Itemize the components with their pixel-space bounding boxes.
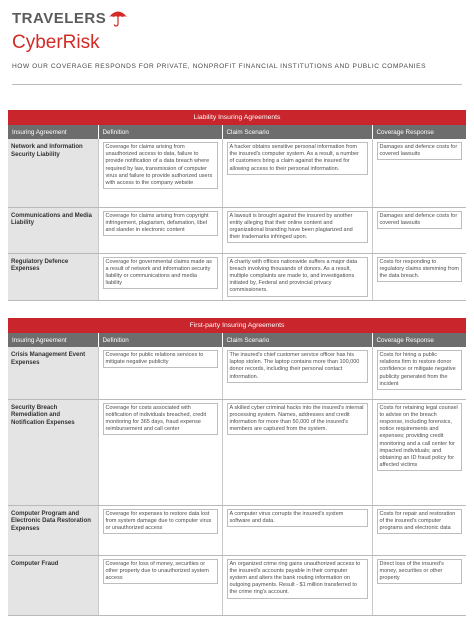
response-cell: Costs for hiring a public relations firm to restore donor confidence or mitigate negative publicity generated from the incident xyxy=(377,350,463,390)
response-cell: Damages and defence costs for covered lawsuits xyxy=(377,211,463,229)
column-header-definition: Definition xyxy=(98,125,222,139)
scenario-cell: The insured's chief customer service officer has his laptop stolen. The laptop contains more than 100,000 donor records, including their personal contact information. xyxy=(227,350,368,383)
scenario-cell: A skilled cyber criminal hacks into the insured's internal processing system. Names, addresses and credit information for more than 50,000 of the insured's members are captured from the system. xyxy=(227,403,368,436)
definition-cell: Coverage for costs associated with notification of individuals breached, credit monitoring for 365 days, fraud expense reimbursement and call center xyxy=(103,403,218,436)
agreement-cell: Regulatory Defence Expenses xyxy=(8,253,98,300)
column-header-agreement: Insuring Agreement xyxy=(8,333,98,347)
column-header-response: Coverage Response xyxy=(372,125,466,139)
definition-cell: Coverage for expenses to restore data lost from system damage due to computer virus or unauthorized access xyxy=(103,509,218,535)
table-row xyxy=(8,253,466,300)
column-header-scenario: Claim Scenario xyxy=(222,333,372,347)
column-header-definition: Definition xyxy=(98,333,222,347)
agreement-cell: Computer Fraud xyxy=(8,555,98,615)
scenario-cell: A charity with offices nationwide suffers a major data breach involving thousands of donors. As a result, multiple complaints are made to, and investigations initiated by, Federal and provincial privacy commissioners. xyxy=(227,257,368,297)
response-cell: Direct loss of the insured's money, securities or other property xyxy=(377,559,463,585)
scenario-cell: An organized crime ring gains unauthorized access to the insured's accounts payable in their computer system and alters the bank routing information on outgoing payments. Result - $1 million transferred to the crime ring's account. xyxy=(227,559,368,599)
table-row xyxy=(8,505,466,555)
definition-cell: Coverage for governmental claims made as a result of network and information security liability or communications and media liability xyxy=(103,257,218,290)
brand-logo xyxy=(12,8,462,28)
agreement-cell: Crisis Management Event Expenses xyxy=(8,347,98,399)
agreement-cell: Communications and Media Liability xyxy=(8,207,98,253)
response-cell: Costs for responding to regulatory claims stemming from the data breach. xyxy=(377,257,463,283)
column-header-row xyxy=(8,125,466,139)
response-cell: Costs for repair and restoration of the insured's computer programs and electronic data xyxy=(377,509,463,535)
scenario-cell: A hacker obtains sensitive personal information from the insured's computer system. As a result, a number of customers bring a claim against the insured for allowing access to their personal information. xyxy=(227,142,368,175)
definition-cell: Coverage for public relations services to mitigate negative publicity xyxy=(103,350,218,368)
page-subtitle: HOW OUR COVERAGE RESPONDS FOR PRIVATE, NONPROFIT FINANCIAL INSTITUTIONS AND PUBLIC COMPANIES xyxy=(12,63,427,70)
definition-cell: Coverage for claims arising from unauthorized access to data, failure to provide notification of a data breach where required by law, transmission of computer virus and failure to provide authorized users with access to the company website xyxy=(103,142,218,189)
response-cell: Damages and defence costs for covered lawsuits xyxy=(377,142,463,160)
brand-name: TRAVELERS xyxy=(12,9,107,27)
table-row xyxy=(8,207,466,253)
column-header-agreement: Insuring Agreement xyxy=(8,125,98,139)
section-title-first-party: First-party Insuring Agreements xyxy=(8,318,466,333)
definition-cell: Coverage for loss of money, securities or other property due to unauthorized system access xyxy=(103,559,218,585)
scenario-cell: A lawsuit is brought against the insured by another entity alleging that their online content and organizational branding have been plagiarized and their trademarks infringed upon. xyxy=(227,211,368,244)
column-header-response: Coverage Response xyxy=(372,333,466,347)
table-row xyxy=(8,555,466,615)
response-cell: Costs for retaining legal counsel to advise on the breach response, including forensics, notice requirements and expenses; providing credit monitoring and a call center for impacted individuals; and obtaining an ID fraud policy for affected victims xyxy=(377,403,463,472)
agreement-cell: Computer Program and Electronic Data Restoration Expenses xyxy=(8,505,98,555)
product-title: CyberRisk xyxy=(12,32,100,53)
column-header-scenario: Claim Scenario xyxy=(222,125,372,139)
liability-table xyxy=(8,110,466,301)
agreement-cell: Security Breach Remediation and Notification Expenses xyxy=(8,399,98,505)
table-row xyxy=(8,139,466,207)
definition-cell: Coverage for claims arising from copyright infringement, plagiarism, defamation, libel and slander in electronic content xyxy=(103,211,218,237)
page-header xyxy=(12,8,462,70)
table-row xyxy=(8,399,466,505)
table-row xyxy=(8,347,466,399)
first-party-table xyxy=(8,318,466,616)
column-header-row xyxy=(8,333,466,347)
section-title-liability: Liability Insuring Agreements xyxy=(8,110,466,125)
agreement-cell: Network and Information Security Liability xyxy=(8,139,98,207)
header-divider xyxy=(12,84,462,85)
umbrella-icon xyxy=(108,9,128,27)
scenario-cell: A computer virus corrupts the insured's system software and data. xyxy=(227,509,368,527)
